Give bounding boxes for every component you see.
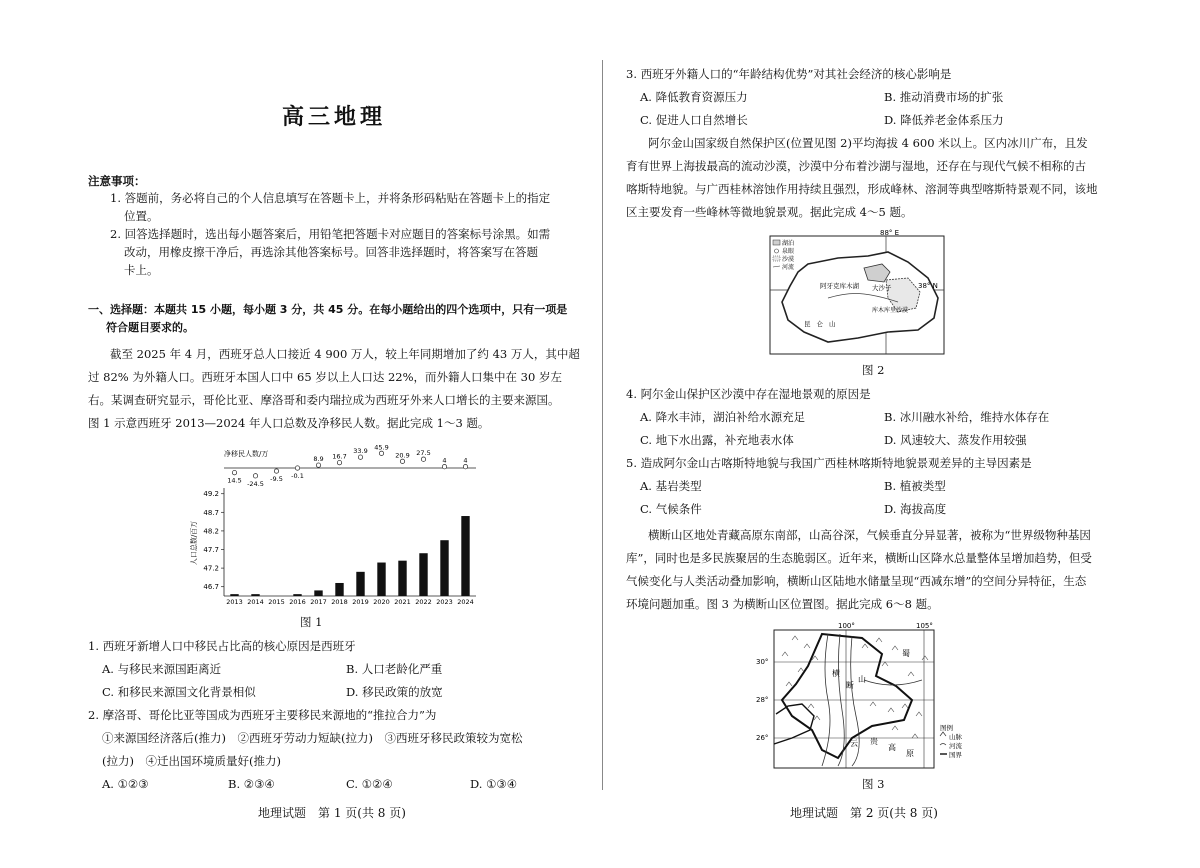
x-tick-label: 2020 — [373, 598, 390, 606]
bar — [293, 594, 301, 596]
q2-statements: (拉力) ④迁出国环境质量好(推力) — [102, 754, 281, 768]
bar — [314, 590, 322, 596]
exam-title: 高三地理 — [281, 105, 386, 130]
map3-legend-item: 山脉 — [949, 733, 962, 741]
net-migration-point — [274, 469, 278, 473]
legend-desert-swatch — [773, 256, 780, 261]
map2-lon-label: 88° E — [880, 229, 900, 237]
bar — [251, 594, 259, 596]
passage-line: 环境问题加重。图 3 为横断山区位置图。据此完成 6～8 题。 — [626, 597, 939, 611]
map2-label: 昆仑山 — [804, 320, 842, 328]
map3-label: 山 — [858, 675, 866, 684]
passage-line: 区主要发育一些峰林等微地貌景观。据此完成 4～5 题。 — [626, 205, 913, 219]
passage-line: 截至 2025 年 4 月，西班牙总人口接近 4 900 万人，较上年同期增加了约 43 万人，其中超 — [110, 347, 580, 361]
q5-option-d[interactable]: D. 海拔高度 — [884, 502, 947, 516]
net-migration-value: 27.5 — [416, 449, 431, 458]
map3-lat-label: 30° — [756, 658, 769, 666]
x-tick-label: 2023 — [436, 598, 453, 606]
bar — [461, 516, 469, 596]
figure-3-map — [752, 620, 972, 772]
map3-label: 高 — [888, 743, 896, 752]
q2-statements: ①来源国经济落后(推力) ②西班牙劳动力短缺(拉力) ③西班牙移民政策较为宽松 — [102, 731, 523, 745]
notice-item: 位置。 — [124, 209, 159, 223]
bar — [398, 561, 406, 596]
map3-legend-item: 河流 — [949, 742, 962, 750]
q4-option-a[interactable]: A. 降水丰沛，湖泊补给水源充足 — [640, 410, 806, 424]
net-migration-point — [337, 460, 341, 464]
question-1: 1. 西班牙新增人口中移民占比高的核心原因是西班牙 — [88, 639, 356, 653]
x-tick-label: 2022 — [415, 598, 432, 606]
q1-option-b[interactable]: B. 人口老龄化严重 — [346, 662, 443, 676]
map3-label: 断 — [846, 681, 854, 690]
q2-option-d[interactable]: D. ①③④ — [470, 777, 518, 791]
notice-item: 改动，用橡皮擦干净后，再选涂其他答案标号。回答非选择题时，将答案写在答题 — [124, 245, 538, 259]
passage-line: 过 82% 为外籍人口。西班牙本国人口中 65 岁以上人口达 22%，而外籍人口集中在 30 岁左 — [88, 370, 562, 384]
net-migration-value: 4 — [442, 456, 447, 465]
q3-option-d[interactable]: D. 降低养老金体系压力 — [884, 113, 1004, 127]
figure-3-caption: 图 3 — [862, 777, 885, 791]
map2-label: 阿牙克库木湖 — [820, 282, 859, 290]
net-migration-label: 净移民人数/万 — [224, 450, 269, 458]
x-tick-label: 2021 — [394, 598, 411, 606]
q2-option-c[interactable]: C. ①②④ — [346, 777, 393, 791]
figure-1-caption: 图 1 — [300, 615, 323, 629]
map2-label: 大沙子 — [872, 284, 892, 292]
question-5: 5. 造成阿尔金山古喀斯特地貌与我国广西桂林喀斯特地貌景观差异的主导因素是 — [626, 456, 1032, 470]
figure-2-map — [768, 228, 946, 356]
bar — [440, 540, 448, 596]
net-migration-point — [232, 470, 236, 474]
x-tick-label: 2019 — [352, 598, 369, 606]
passage-line: 库”，同时也是多民族聚居的生态脆弱区。近年来，横断山区降水总量整体呈增加趋势，但受 — [626, 551, 1092, 565]
passage-line: 喀斯特地貌。与广西桂林溶蚀作用持续且强烈，形成峰林、溶洞等典型喀斯特景观不同，该地 — [626, 182, 1098, 196]
net-migration-point — [358, 455, 362, 459]
map3-lon-label: 105° — [916, 622, 933, 630]
net-migration-value: 45.9 — [374, 443, 389, 452]
q4-option-b[interactable]: B. 冰川融水补给，维持水体存在 — [884, 410, 1050, 424]
bar — [419, 553, 427, 596]
map3-label: 横 — [832, 669, 840, 678]
page-1-footer: 地理试题 第 1 页(共 8 页) — [258, 806, 406, 820]
y-tick-label: 48.2 — [203, 527, 219, 536]
net-migration-point — [379, 451, 383, 455]
x-tick-label: 2013 — [226, 598, 243, 606]
net-migration-value: 4 — [463, 456, 468, 465]
page-2-footer: 地理试题 第 2 页(共 8 页) — [790, 806, 938, 820]
legend-spring: 泉眼 — [782, 248, 795, 255]
map2-lat-label: 38° N — [918, 282, 938, 290]
net-migration-point — [316, 463, 320, 467]
net-migration-value: 20.9 — [395, 451, 410, 460]
q1-option-a[interactable]: A. 与移民来源国距离近 — [102, 662, 222, 676]
y-tick-label: 46.7 — [203, 583, 219, 592]
section-heading: 一、选择题：本题共 15 小题，每小题 3 分，共 45 分。在每小题给出的四个选项中，只有一项是 — [88, 303, 568, 316]
net-migration-value: -0.1 — [291, 472, 304, 481]
x-tick-label: 2024 — [457, 598, 474, 606]
question-3: 3. 西班牙外籍人口的“年龄结构优势”对其社会经济的核心影响是 — [626, 67, 952, 81]
map3-lat-label: 28° — [756, 696, 769, 704]
question-4: 4. 阿尔金山保护区沙漠中存在湿地景观的原因是 — [626, 387, 871, 401]
net-migration-value: -9.5 — [270, 475, 283, 484]
notice-item: 2. 回答选择题时，选出每小题答案后，用铅笔把答题卡对应题目的答案标号涂黑。如需 — [110, 227, 551, 241]
y-tick-label: 49.2 — [203, 490, 219, 499]
x-tick-label: 2018 — [331, 598, 348, 606]
q4-option-c[interactable]: C. 地下水出露，补充地表水体 — [640, 433, 794, 447]
map2-label: 库木库里沙漠 — [872, 307, 909, 314]
q3-option-c[interactable]: C. 促进人口自然增长 — [640, 113, 748, 127]
q1-option-d[interactable]: D. 移民政策的放宽 — [346, 685, 443, 699]
q3-option-b[interactable]: B. 推动消费市场的扩张 — [884, 90, 1004, 104]
q3-option-a[interactable]: A. 降低教育资源压力 — [640, 90, 748, 104]
legend-river-mark — [940, 744, 946, 746]
passage-line: 图 1 示意西班牙 2013—2024 年人口总数及净移民人数。据此完成 1～3 题。 — [88, 416, 490, 430]
legend-lake-swatch — [773, 240, 780, 245]
x-tick-label: 2015 — [268, 598, 285, 606]
q2-option-a[interactable]: A. ①②③ — [102, 777, 149, 791]
figure-2-caption: 图 2 — [862, 363, 885, 377]
x-tick-label: 2014 — [247, 598, 264, 606]
bar — [356, 572, 364, 596]
net-migration-point — [295, 466, 299, 470]
net-migration-point — [400, 459, 404, 463]
net-migration-value: 33.9 — [353, 447, 368, 456]
map3-label: 云 — [850, 739, 858, 748]
legend-desert: 沙漠 — [782, 256, 795, 263]
q5-option-a[interactable]: A. 基岩类型 — [640, 479, 702, 493]
q5-option-b[interactable]: B. 植被类型 — [884, 479, 946, 493]
passage-line: 阿尔金山国家级自然保护区(位置见图 2)平均海拔 4 600 米以上。区内冰川广布，且发 — [648, 136, 1088, 150]
map3-label: 贵 — [870, 737, 878, 746]
page-divider — [602, 60, 603, 790]
section-heading: 符合题目要求的。 — [106, 321, 194, 334]
legend-river: 河流 — [782, 264, 795, 271]
legend-lake: 湖泊 — [782, 240, 795, 247]
net-migration-value: 14.5 — [227, 476, 242, 485]
map3-label: 蜀 — [902, 649, 910, 658]
map3-lon-label: 100° — [838, 622, 855, 630]
net-migration-point — [253, 474, 257, 478]
map3-lat-label: 26° — [756, 734, 769, 742]
q4-option-d[interactable]: D. 风速较大、蒸发作用较强 — [884, 433, 1027, 447]
legend-mountain-mark — [940, 732, 946, 736]
map3-legend-item: 国界 — [949, 751, 962, 759]
y-axis-label: 人口总数/百万 — [190, 520, 198, 566]
passage-line: 育有世界上海拔最高的流动沙漠，沙漠中分布着沙湖与湿地，还存在与现代气候不相称的古 — [626, 159, 1086, 173]
x-tick-label: 2016 — [289, 598, 306, 606]
net-migration-value: 16.7 — [332, 452, 347, 461]
y-tick-label: 47.2 — [203, 564, 219, 573]
bar — [335, 583, 343, 596]
net-migration-point — [421, 457, 425, 461]
notice-item: 1. 答题前，务必将自己的个人信息填写在答题卡上，并将条形码粘贴在答题卡上的指定 — [110, 191, 551, 205]
question-2: 2. 摩洛哥、哥伦比亚等国成为西班牙主要移民来源地的“推拉合力”为 — [88, 708, 437, 722]
figure-1-chart — [180, 438, 480, 610]
bar — [230, 594, 238, 596]
y-tick-label: 48.7 — [203, 508, 219, 517]
y-tick-label: 47.7 — [203, 546, 219, 555]
net-migration-value: 8.9 — [313, 455, 324, 464]
x-tick-label: 2017 — [310, 598, 327, 606]
net-migration-point — [463, 465, 467, 469]
bar — [377, 563, 385, 596]
passage-line: 横断山区地处青藏高原东南部，山高谷深，气候垂直分异显著，被称为“世界级物种基因 — [648, 528, 1091, 542]
map3-label: 原 — [906, 749, 914, 758]
notice-heading: 注意事项： — [88, 174, 146, 188]
passage-line: 右。某调查研究显示，哥伦比亚、摩洛哥和委内瑞拉成为西班牙外来人口增长的主要来源国。 — [88, 393, 560, 407]
notice-item: 卡上。 — [124, 263, 159, 277]
map3-legend-title: 图例 — [940, 724, 953, 732]
passage-line: 气候变化与人类活动叠加影响，横断山区陆地水储量呈现“西减东增”的空间分异特征，生态 — [626, 574, 1087, 588]
q1-option-c[interactable]: C. 和移民来源国文化背景相似 — [102, 685, 256, 699]
q2-option-b[interactable]: B. ②③④ — [228, 777, 275, 791]
q5-option-c[interactable]: C. 气候条件 — [640, 502, 702, 516]
net-migration-point — [442, 465, 446, 469]
net-migration-value: -24.5 — [247, 479, 264, 488]
